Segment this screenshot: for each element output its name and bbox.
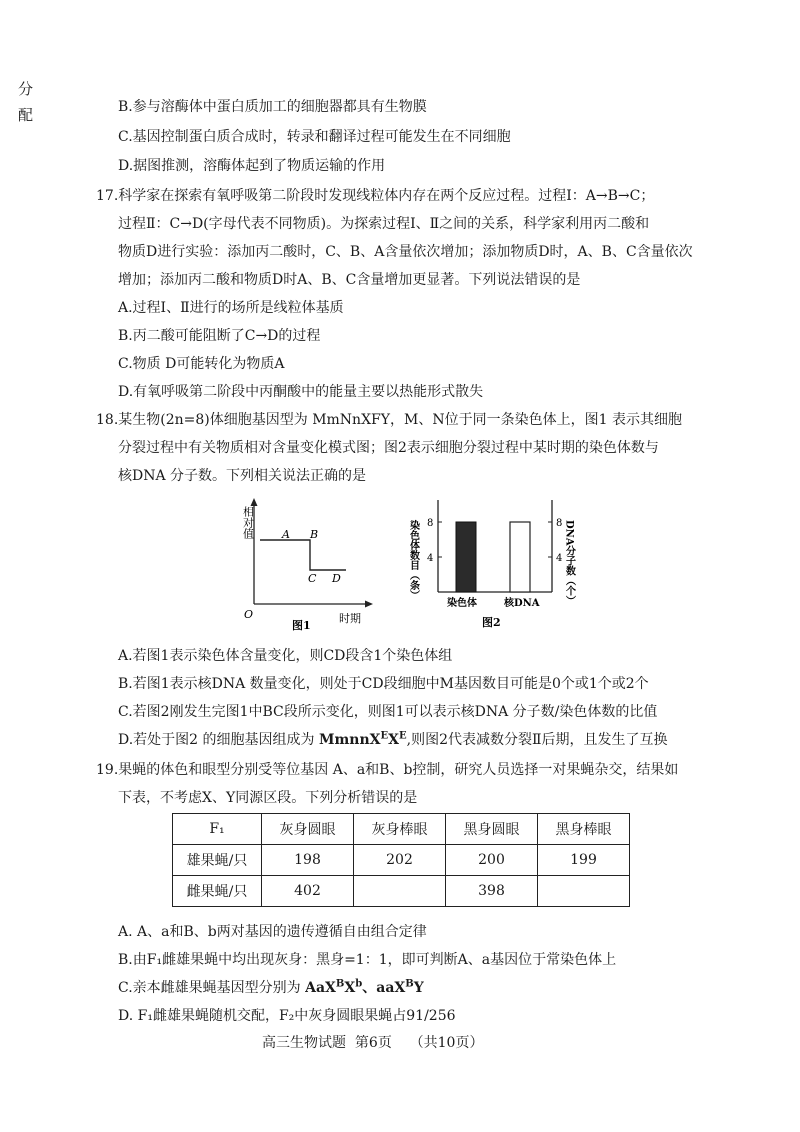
fig1-point-b: B bbox=[310, 528, 319, 541]
footer-page: 第6页 bbox=[354, 1035, 392, 1051]
q19-genotype-part: AaX bbox=[305, 980, 336, 996]
table-row bbox=[173, 876, 630, 907]
figure-1 bbox=[228, 492, 388, 632]
footer-title: 高三生物试题 bbox=[262, 1035, 346, 1051]
q18-option-d-suffix: ,则图2代表减数分裂Ⅱ后期，且发生了互换 bbox=[406, 732, 668, 748]
fig1-ylabel: 相对值 bbox=[241, 506, 255, 539]
q18-stem-line-2: 分裂过程中有关物质相对含量变化模式图；图2表示细胞分裂过程中某时期的染色体数与 bbox=[118, 440, 659, 456]
table-row bbox=[173, 845, 630, 876]
figure-2-chart bbox=[400, 492, 590, 637]
q18-genotype-sup-1: E bbox=[380, 730, 389, 742]
fig2-category-chromosome: 染色体 bbox=[447, 598, 477, 609]
q17-stem-line-1: 17.科学家在探索有氧呼吸第二阶段时发现线粒体内存在两个反应过程。过程Ⅰ：A→B→C； bbox=[96, 188, 655, 204]
q19-stem-line-1: 19.果蝇的体色和眼型分别受等位基因 A、a和B、b控制，研究人员选择一对果蝇杂交，结果如 bbox=[96, 762, 679, 778]
fig2-ylabel-left: 染色体数目（条） bbox=[407, 520, 419, 600]
q19-genotype-separator: 、 bbox=[362, 980, 377, 996]
q18-genotype-sup-2: E bbox=[399, 730, 407, 742]
table-cell: 200 bbox=[446, 845, 538, 876]
q17-stem-line-4: 增加；添加丙二酸和物质D时A、B、C含量增加更显著。下列说法错误的是 bbox=[118, 272, 581, 288]
table-header-row bbox=[173, 814, 630, 845]
table-cell: 199 bbox=[538, 845, 630, 876]
page-footer bbox=[262, 1032, 483, 1052]
q17-stem-line-2: 过程Ⅱ：C→D(字母代表不同物质)。为探索过程Ⅰ、Ⅱ之间的关系，科学家利用丙二酸和 bbox=[118, 216, 650, 232]
q17-option-d: D.有氧呼吸第二阶段中丙酮酸中的能量主要以热能形式散失 bbox=[118, 384, 484, 400]
q19-option-c-prefix: C.亲本雌雄果蝇基因型分别为 bbox=[118, 980, 306, 996]
table-cell: 398 bbox=[446, 876, 538, 907]
fig2-left-tick-label-8: 8 bbox=[427, 518, 434, 529]
footer-total: （共10页） bbox=[409, 1035, 484, 1051]
table-cell: 198 bbox=[262, 845, 354, 876]
q19-option-c bbox=[118, 977, 424, 997]
side-label-2: 配 bbox=[18, 106, 34, 124]
table-cell: 402 bbox=[262, 876, 354, 907]
fig2-bar-dna bbox=[510, 522, 530, 592]
table-header-cell: 黑身圆眼 bbox=[446, 814, 538, 845]
fig1-origin: O bbox=[244, 608, 254, 621]
q18-option-c: C.若图2刚发生完图1中BC段所示变化，则图1可以表示核DNA 分子数/染色体数的比值 bbox=[118, 704, 658, 720]
q19-stem-line-2: 下表，不考虑X、Y同源区段。下列分析错误的是 bbox=[118, 790, 418, 806]
q18-stem-line-1: 18.某生物(2n=8)体细胞基因型为 MmNnXFY，M、N位于同一条染色体上，图1 表示其细胞 bbox=[96, 412, 682, 428]
table-cell: 雌果蝇/只 bbox=[173, 876, 262, 907]
fig2-bar-chromosome bbox=[456, 522, 476, 592]
fig1-curve bbox=[260, 540, 346, 570]
fig1-point-c: C bbox=[308, 572, 317, 585]
table-header-cell: 灰身圆眼 bbox=[262, 814, 354, 845]
q19-results-table bbox=[172, 813, 630, 907]
q17-option-a: A.过程Ⅰ、Ⅱ进行的场所是线粒体基质 bbox=[118, 300, 344, 316]
q19-option-c-genotypes bbox=[305, 980, 424, 996]
q19-option-a: A. A、a和B、b两对基因的遗传遵循自由组合定律 bbox=[118, 924, 427, 940]
q19-genotype-part: Y bbox=[413, 980, 424, 996]
q18-option-d-prefix: D.若处于图2 的细胞基因组成为 bbox=[118, 732, 319, 748]
side-label-1: 分 bbox=[18, 80, 34, 98]
q16-option-c: C.基因控制蛋白质合成时，转录和翻译过程可能发生在不同细胞 bbox=[118, 129, 511, 145]
q19-option-d: D. F₁雌雄果蝇随机交配，F₂中灰身圆眼果蝇占91/256 bbox=[118, 1008, 456, 1024]
q17-option-c: C.物质 D可能转化为物质A bbox=[118, 356, 285, 372]
q18-option-b: B.若图1表示核DNA 数量变化，则处于CD段细胞中M基因数目可能是0个或1个或2个 bbox=[118, 676, 649, 692]
fig2-right-tick-label-8: 8 bbox=[556, 518, 563, 529]
fig1-point-d: D bbox=[332, 572, 341, 585]
fig2-ylabel-right: DNA分子数（个） bbox=[563, 520, 575, 606]
q18-option-d bbox=[118, 729, 668, 749]
q19-genotype-sup: B bbox=[405, 978, 414, 990]
table-cell: 202 bbox=[354, 845, 446, 876]
q18-stem-line-3: 核DNA 分子数。下列相关说法正确的是 bbox=[118, 468, 367, 484]
table-header-cell: F₁ bbox=[173, 814, 262, 845]
q18-genotype-x: X bbox=[388, 732, 400, 748]
q19-genotype-sup: b bbox=[355, 978, 363, 990]
fig1-x-arrow bbox=[365, 601, 373, 608]
fig1-y-arrow bbox=[251, 498, 258, 506]
q17-option-b: B.丙二酸可能阻断了C→D的过程 bbox=[118, 328, 321, 344]
q19-genotype-part: X bbox=[344, 980, 356, 996]
q18-option-d-genotype bbox=[319, 732, 407, 748]
fig1-point-a: A bbox=[282, 528, 290, 541]
q18-genotype-base: MmnnX bbox=[318, 732, 381, 748]
q19-option-b: B.由F₁雌雄果蝇中均出现灰身：黑身=1：1，即可判断A、a基因位于常染色体上 bbox=[118, 952, 617, 968]
q17-stem-line-3: 物质D进行实验：添加丙二酸时，C、B、A含量依次增加；添加物质D时，A、B、C含量依次 bbox=[118, 244, 693, 260]
fig1-xlabel: 时期 bbox=[339, 612, 361, 625]
q18-option-a: A.若图1表示染色体含量变化，则CD段含1个染色体组 bbox=[118, 648, 453, 664]
q16-option-b: B.参与溶酶体中蛋白质加工的细胞器都具有生物膜 bbox=[118, 99, 427, 115]
table-cell bbox=[354, 876, 446, 907]
table-cell: 雄果蝇/只 bbox=[173, 845, 262, 876]
fig2-caption: 图2 bbox=[482, 616, 501, 629]
fig1-caption: 图1 bbox=[292, 619, 311, 632]
table-cell bbox=[538, 876, 630, 907]
fig2-category-dna: 核DNA bbox=[504, 598, 540, 609]
q19-genotype-sup: B bbox=[335, 978, 345, 990]
fig2-left-tick-label-4: 4 bbox=[427, 553, 434, 564]
table-header-cell: 黑身棒眼 bbox=[538, 814, 630, 845]
fig2-right-tick-label-4: 4 bbox=[556, 553, 563, 564]
table-header-cell: 灰身棒眼 bbox=[354, 814, 446, 845]
q16-option-d: D.据图推测，溶酶体起到了物质运输的作用 bbox=[118, 158, 386, 174]
q19-genotype-part: aaX bbox=[376, 980, 406, 996]
